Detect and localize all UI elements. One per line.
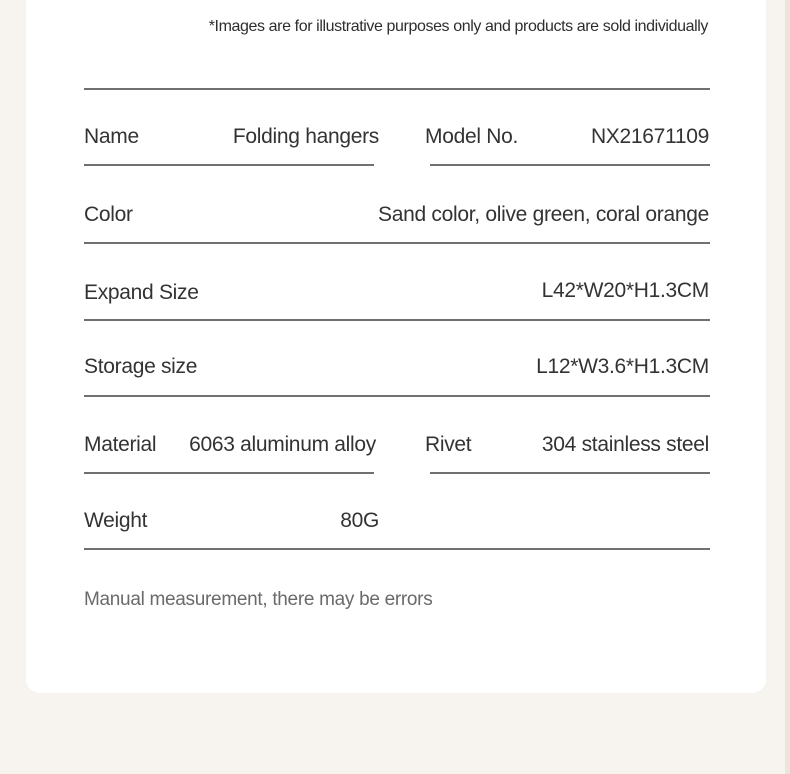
divider-top [84, 88, 710, 90]
divider-storage-size [84, 395, 710, 397]
storage-size-label: Storage size [84, 355, 198, 378]
divider-rivet [430, 472, 710, 474]
storage-size-value: L12*W3.6*H1.3CM [536, 355, 709, 378]
measurement-note: Manual measurement, there may be errors [84, 589, 433, 610]
divider-model [430, 164, 710, 166]
divider-weight [84, 548, 710, 550]
disclaimer-text: *Images are for illustrative purposes only and products are sold individually [208, 18, 708, 35]
background-edge-strip [785, 0, 790, 774]
name-label: Name [84, 125, 139, 148]
expand-size-value: L42*W20*H1.3CM [541, 279, 709, 302]
name-value: Folding hangers [232, 125, 379, 148]
model-label: Model No. [425, 125, 519, 148]
expand-size-label: Expand Size [84, 281, 199, 304]
rivet-value: 304 stainless steel [541, 433, 709, 456]
color-value: Sand color, olive green, coral orange [378, 203, 709, 226]
divider-color [84, 242, 710, 244]
rivet-label: Rivet [425, 433, 472, 456]
divider-name [84, 164, 374, 166]
color-label: Color [84, 203, 133, 226]
material-label: Material [84, 433, 157, 456]
weight-value: 80G [340, 509, 379, 532]
material-value: 6063 aluminum alloy [189, 433, 376, 456]
divider-material [84, 472, 374, 474]
weight-label: Weight [84, 509, 148, 532]
model-value: NX21671109 [590, 125, 709, 148]
divider-expand-size [84, 319, 710, 321]
